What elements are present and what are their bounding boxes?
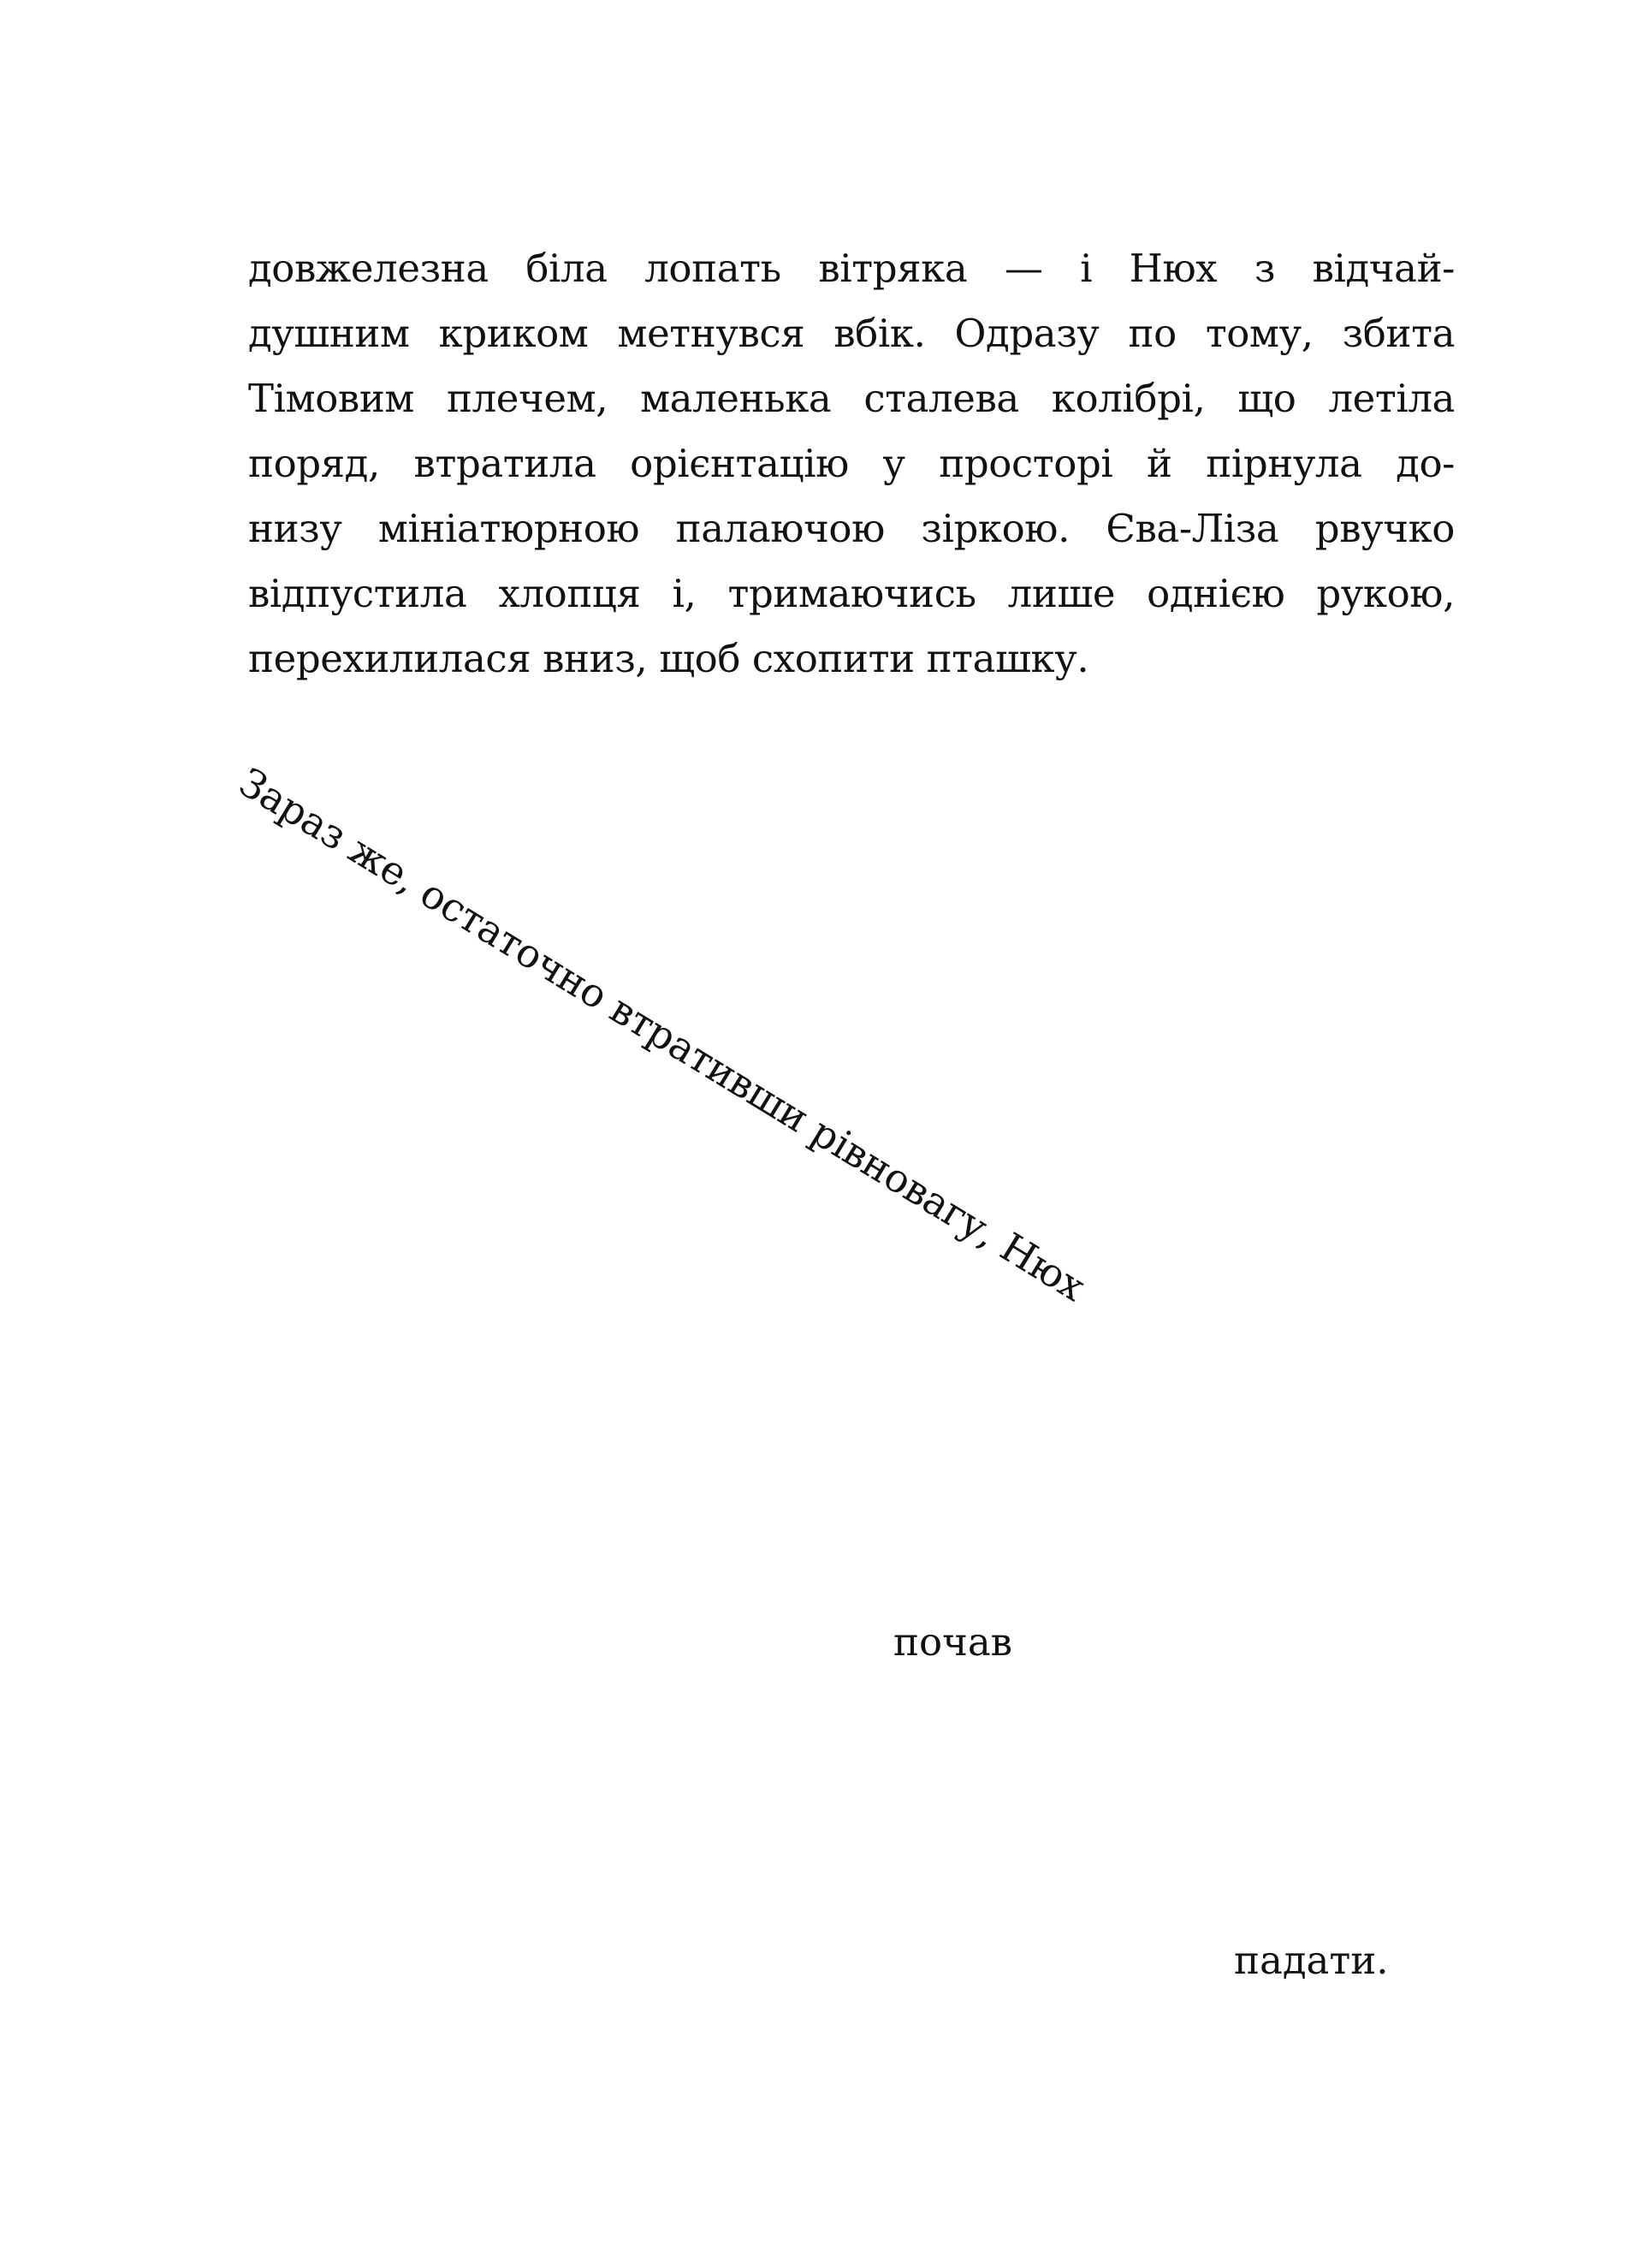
paragraph-line: поряд, втратила орієнтацію у просторі й пірнула до- <box>248 441 1455 486</box>
paragraph-line: перехилилася вниз, щоб схопити пташку. <box>248 636 1089 681</box>
diagonal-falling-text: Зараз же, остаточно втративши рівновагу, Нюх <box>230 758 1094 1310</box>
falling-word-end: падати. <box>1234 1938 1389 1983</box>
paragraph-line: відпустила хлопця і, тримаючись лише однією рукою, <box>248 571 1455 616</box>
paragraph-line: низу мініатюрною палаючою зіркою. Єва-Ліза рвучко <box>248 506 1455 551</box>
paragraph-line: Тімовим плечем, маленька сталева колібрі, що летіла <box>248 376 1455 421</box>
paragraph-line: душним криком метнувся вбік. Одразу по тому, збита <box>248 311 1455 356</box>
body-paragraph <box>248 236 1455 692</box>
falling-word-start: почав <box>893 1619 1012 1665</box>
paragraph-line: довжелезна біла лопать вітряка — і Нюх з відчай- <box>248 246 1455 291</box>
